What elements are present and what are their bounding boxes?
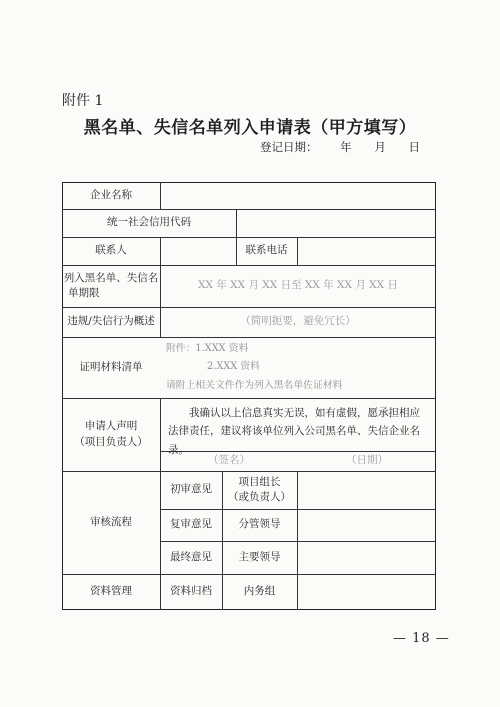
contact-label: 联系人	[95, 244, 127, 257]
evidence-item-1: 附件：1.XXX 资料	[166, 342, 249, 354]
second-review-label: 复审意见	[170, 518, 212, 531]
internal-affairs-label: 内务组	[243, 585, 276, 598]
archive-label: 资料管理	[90, 585, 132, 598]
contact-phone-label: 联系电话	[245, 244, 288, 257]
first-review-label: 初审意见	[170, 483, 212, 496]
final-review-field[interactable]	[297, 541, 436, 574]
registration-date-label: 登记日期：	[260, 140, 318, 154]
review-process-label: 审核流程	[90, 515, 132, 528]
registration-day: 日	[408, 140, 420, 154]
attachment-label: 附件 1	[62, 93, 104, 109]
declaration-text: 我确认以上信息真实无误，如有虚假，愿承担相应法律责任，建议将该单位列入公司黑名单、失信企业名录。	[168, 407, 420, 456]
second-review-field[interactable]	[297, 509, 436, 541]
division-leader-label: 分管领导	[238, 518, 281, 531]
applicant-label	[62, 398, 160, 471]
registration-year: 年	[340, 140, 352, 154]
first-review-field[interactable]	[297, 471, 436, 509]
evidence-note: 请附上相关文件作为列入黑名单佐证材料	[166, 379, 343, 391]
project-leader-line2: （或负责人）	[228, 491, 291, 503]
company-name-label: 企业名称	[90, 188, 132, 201]
project-leader-line1: 项目组长	[238, 475, 281, 488]
project-leader-label	[222, 471, 297, 509]
evidence-item-2: 2.XXX 资料	[207, 361, 260, 373]
contact-phone-field[interactable]	[297, 237, 436, 265]
form-title: 黑名单、失信名单列入申请表（甲方填写）	[83, 118, 417, 138]
page-number: — 18 —	[393, 631, 450, 646]
signature-field[interactable]: （签名）	[208, 454, 250, 467]
blacklist-period-value[interactable]: XX 年 XX 月 XX 日至 XX 年 XX 月 XX 日	[198, 279, 398, 292]
credit-code-field[interactable]	[236, 209, 436, 237]
archive-field[interactable]	[297, 574, 436, 610]
violation-label: 违规/失信行为概述	[67, 315, 155, 328]
blacklist-period-label-line2: 单期限	[68, 287, 100, 299]
final-review-label: 最终意见	[170, 550, 212, 563]
application-form-table	[62, 182, 436, 610]
evidence-label: 证明材料清单	[79, 360, 143, 373]
applicant-label-line2: （项目负责人）	[74, 435, 148, 448]
credit-code-label: 统一社会信用代码	[107, 216, 191, 229]
evidence-list[interactable]	[160, 337, 436, 398]
blacklist-period-label-line1: 列入黑名单、失信名	[63, 271, 159, 284]
registration-month: 月	[374, 140, 386, 154]
violation-hint[interactable]: （简明扼要，避免冗长）	[240, 315, 356, 328]
registration-date	[260, 139, 420, 155]
company-name-field[interactable]	[160, 182, 436, 209]
contact-field[interactable]	[160, 237, 236, 265]
blacklist-period-label	[62, 265, 160, 307]
chief-leader-label: 主要领导	[238, 550, 281, 563]
date-field[interactable]: （日期）	[346, 454, 388, 467]
applicant-label-line1: 申请人声明	[84, 420, 138, 433]
archive-filing-label: 资料归档	[170, 585, 212, 598]
